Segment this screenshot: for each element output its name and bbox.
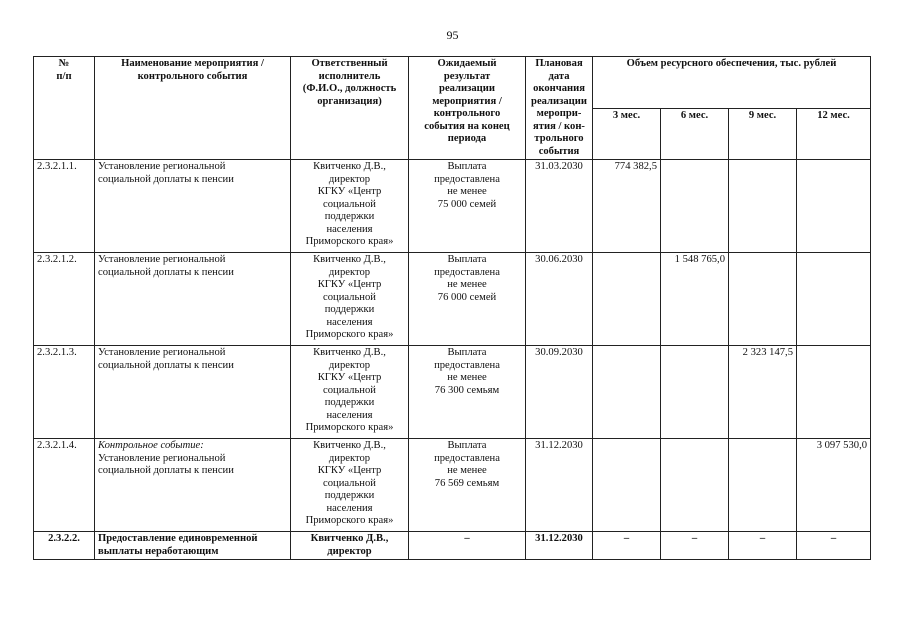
amount-6-months [661, 439, 729, 532]
amount-9-months: 2 323 147,5 [729, 346, 797, 439]
amount-12-months [797, 346, 871, 439]
row-number: 2.3.2.1.2. [34, 253, 95, 346]
header-num: № п/п [34, 57, 95, 160]
planned-date: 31.03.2030 [526, 160, 593, 253]
table-row [34, 253, 871, 346]
amount-6-months: – [661, 532, 729, 560]
table-row-bold [34, 532, 871, 560]
responsible-person: Квитченко Д.В., директор КГКУ «Центр социальной поддержки населения Приморского края» [291, 346, 409, 439]
header-9-months: 9 мес. [729, 108, 797, 160]
planned-date: 31.12.2030 [526, 532, 593, 560]
event-name: Установление региональной социальной доплаты к пенсии [95, 160, 291, 253]
amount-3-months [593, 439, 661, 532]
responsible-person: Квитченко Д.В., директор КГКУ «Центр социальной поддержки населения Приморского края» [291, 253, 409, 346]
amount-9-months [729, 439, 797, 532]
expected-result: – [409, 532, 526, 560]
header-result: Ожидаемый результат реализации мероприятия / контрольного события на конец периода [409, 57, 526, 160]
planned-date: 30.09.2030 [526, 346, 593, 439]
planned-date: 31.12.2030 [526, 439, 593, 532]
amount-3-months: 774 382,5 [593, 160, 661, 253]
expected-result: Выплата предоставлена не менее 76 300 семьям [409, 346, 526, 439]
control-event-label: Контрольное событие: [98, 440, 204, 451]
expected-result: Выплата предоставлена не менее 76 569 семьям [409, 439, 526, 532]
header-name: Наименование мероприятия / контрольного события [95, 57, 291, 160]
amount-6-months [661, 160, 729, 253]
row-number: 2.3.2.1.4. [34, 439, 95, 532]
row-number: 2.3.2.2. [34, 532, 95, 560]
amount-12-months: – [797, 532, 871, 560]
amount-9-months [729, 160, 797, 253]
expected-result: Выплата предоставлена не менее 76 000 семей [409, 253, 526, 346]
amount-9-months [729, 253, 797, 346]
header-6-months: 6 мес. [661, 108, 729, 160]
responsible-person: Квитченко Д.В., директор КГКУ «Центр социальной поддержки населения Приморского края» [291, 160, 409, 253]
responsible-person: Квитченко Д.В., директор [291, 532, 409, 560]
amount-3-months [593, 346, 661, 439]
table-row [34, 346, 871, 439]
amount-12-months [797, 253, 871, 346]
event-name: Предоставление единовременной выплаты неработающим [95, 532, 291, 560]
amount-12-months: 3 097 530,0 [797, 439, 871, 532]
header-row-1 [34, 57, 871, 109]
header-3-months: 3 мес. [593, 108, 661, 160]
amount-6-months [661, 346, 729, 439]
header-12-months: 12 мес. [797, 108, 871, 160]
event-name-cell [95, 439, 291, 532]
amount-3-months: – [593, 532, 661, 560]
planned-date: 30.06.2030 [526, 253, 593, 346]
header-resources: Объем ресурсного обеспечения, тыс. рублей [593, 57, 871, 109]
amount-12-months [797, 160, 871, 253]
expected-result: Выплата предоставлена не менее 75 000 семей [409, 160, 526, 253]
table-row [34, 439, 871, 532]
event-name: Установление региональной социальной доплаты к пенсии [95, 253, 291, 346]
event-name: Установление региональной социальной доплаты к пенсии [98, 452, 234, 476]
responsible-person: Квитченко Д.В., директор КГКУ «Центр социальной поддержки населения Приморского края» [291, 439, 409, 532]
action-plan-table [33, 56, 871, 560]
page-number: 95 [446, 28, 459, 42]
header-responsible: Ответственный исполнитель (Ф.И.О., должность организация) [291, 57, 409, 160]
amount-3-months [593, 253, 661, 346]
row-number: 2.3.2.1.1. [34, 160, 95, 253]
row-number: 2.3.2.1.3. [34, 346, 95, 439]
amount-9-months: – [729, 532, 797, 560]
header-date: Плановая дата окончания реализации меропри- ятия / кон- трольного события [526, 57, 593, 160]
event-name: Установление региональной социальной доплаты к пенсии [95, 346, 291, 439]
table-row [34, 160, 871, 253]
amount-6-months: 1 548 765,0 [661, 253, 729, 346]
